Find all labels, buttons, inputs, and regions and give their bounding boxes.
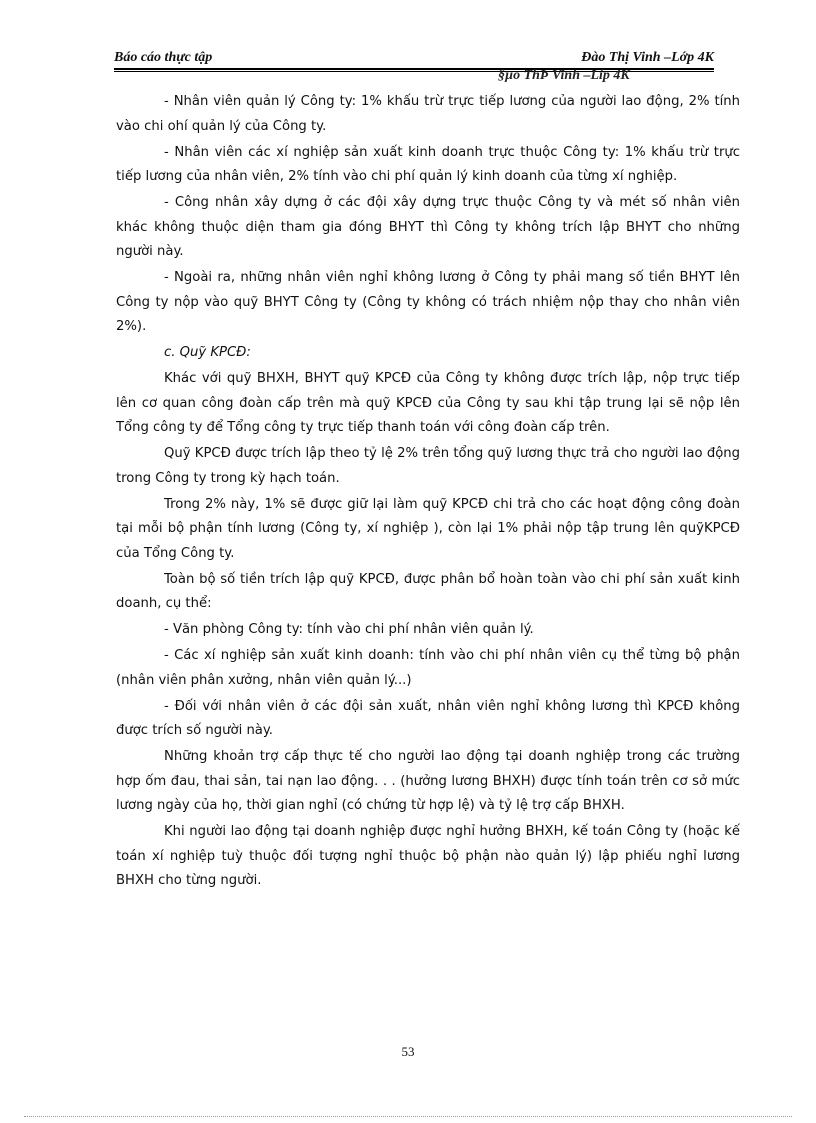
header-ghost-text: §µo ThÞ Vinh –Líp 4K [498,68,630,83]
page-header [114,50,714,70]
page-bottom-border [24,1116,792,1117]
body-text [116,90,740,895]
header-author: Đào Thị Vinh –Lớp 4K [581,50,714,65]
section-heading: c. Quỹ KPCĐ: [164,345,251,360]
paragraph: - Nhân viên quản lý Công ty: 1% khấu trừ trực tiếp lương của người lao động, 2% tính vào chi ohí quản lý của Công ty. [116,94,740,134]
paragraph: Quỹ KPCĐ được trích lập theo tỷ lệ 2% trên tổng quỹ lương thực trả cho người lao động trong Công ty trong kỳ hạch toán. [116,446,740,486]
paragraph: Những khoản trợ cấp thực tế cho người lao động tại doanh nghiệp trong các trường hợp ốm đau, thai sản, tai nạn lao động. . . (hưởng lương BHXH) được tính toán trên cơ sở mức lương ngày của họ, thời gian nghỉ (có chứng từ hợp lệ) và tỷ lệ trợ cấp BHXH. [116,749,740,813]
header-title: Báo cáo thực tập [114,50,213,65]
paragraph: Khi người lao động tại doanh nghiệp được nghỉ hưởng BHXH, kế toán Công ty (hoặc kế toán xí nghiệp tuỳ thuộc đối tượng nghỉ thuộc bộ phận nào quản lý) lập phiếu nghỉ lương BHXH cho từng người. [116,824,740,888]
paragraph: - Các xí nghiệp sản xuất kinh doanh: tính vào chi phí nhân viên cụ thể từng bộ phận (nhân viên phân xưởng, nhân viên quản lý...) [116,648,740,688]
paragraph: Khác với quỹ BHXH, BHYT quỹ KPCĐ của Công ty không được trích lập, nộp trực tiếp lên cơ quan công đoàn cấp trên mà quỹ KPCĐ của Công ty sau khi tập trung lại sẽ nộp lên Tổng công ty để Tổng công ty trực tiếp thanh toán với công đoàn cấp trên. [116,371,740,435]
paragraph: - Công nhân xây dựng ở các đội xây dựng trực thuộc Công ty và mét số nhân viên khác không thuộc diện tham gia đóng BHYT thì Công ty không trích lập BHYT cho những người này. [116,195,740,259]
paragraph: - Văn phòng Công ty: tính vào chi phí nhân viên quản lý. [164,622,534,637]
paragraph: Toàn bộ số tiền trích lập quỹ KPCĐ, được phân bổ hoàn toàn vào chi phí sản xuất kinh doanh, cụ thể: [116,571,740,611]
page-number: 53 [401,1044,415,1059]
paragraph: - Nhân viên các xí nghiệp sản xuất kinh doanh trực thuộc Công ty: 1% khấu trừ trực tiếp lương của nhân viên, 2% tính vào chi phí quản lý kinh doanh của từng xí nghiệp. [116,144,740,184]
paragraph: - Ngoài ra, những nhân viên nghỉ không lương ở Công ty phải mang số tiền BHYT lên Công ty nộp vào quỹ BHYT Công ty (Công ty không có trách nhiệm nộp thay cho nhân viên 2%). [116,270,740,334]
paragraph: - Đối với nhân viên ở các đội sản xuất, nhân viên nghỉ không lương thì KPCĐ không được trích số người này. [116,698,740,738]
paragraph: Trong 2% này, 1% sẽ được giữ lại làm quỹ KPCĐ chi trả cho các hoạt động công đoàn tại mỗi bộ phận tính lương (Công ty, xí nghiệp ), còn lại 1% phải nộp tập trung lên quỹKPCĐ của Tổng Công ty. [116,496,740,561]
